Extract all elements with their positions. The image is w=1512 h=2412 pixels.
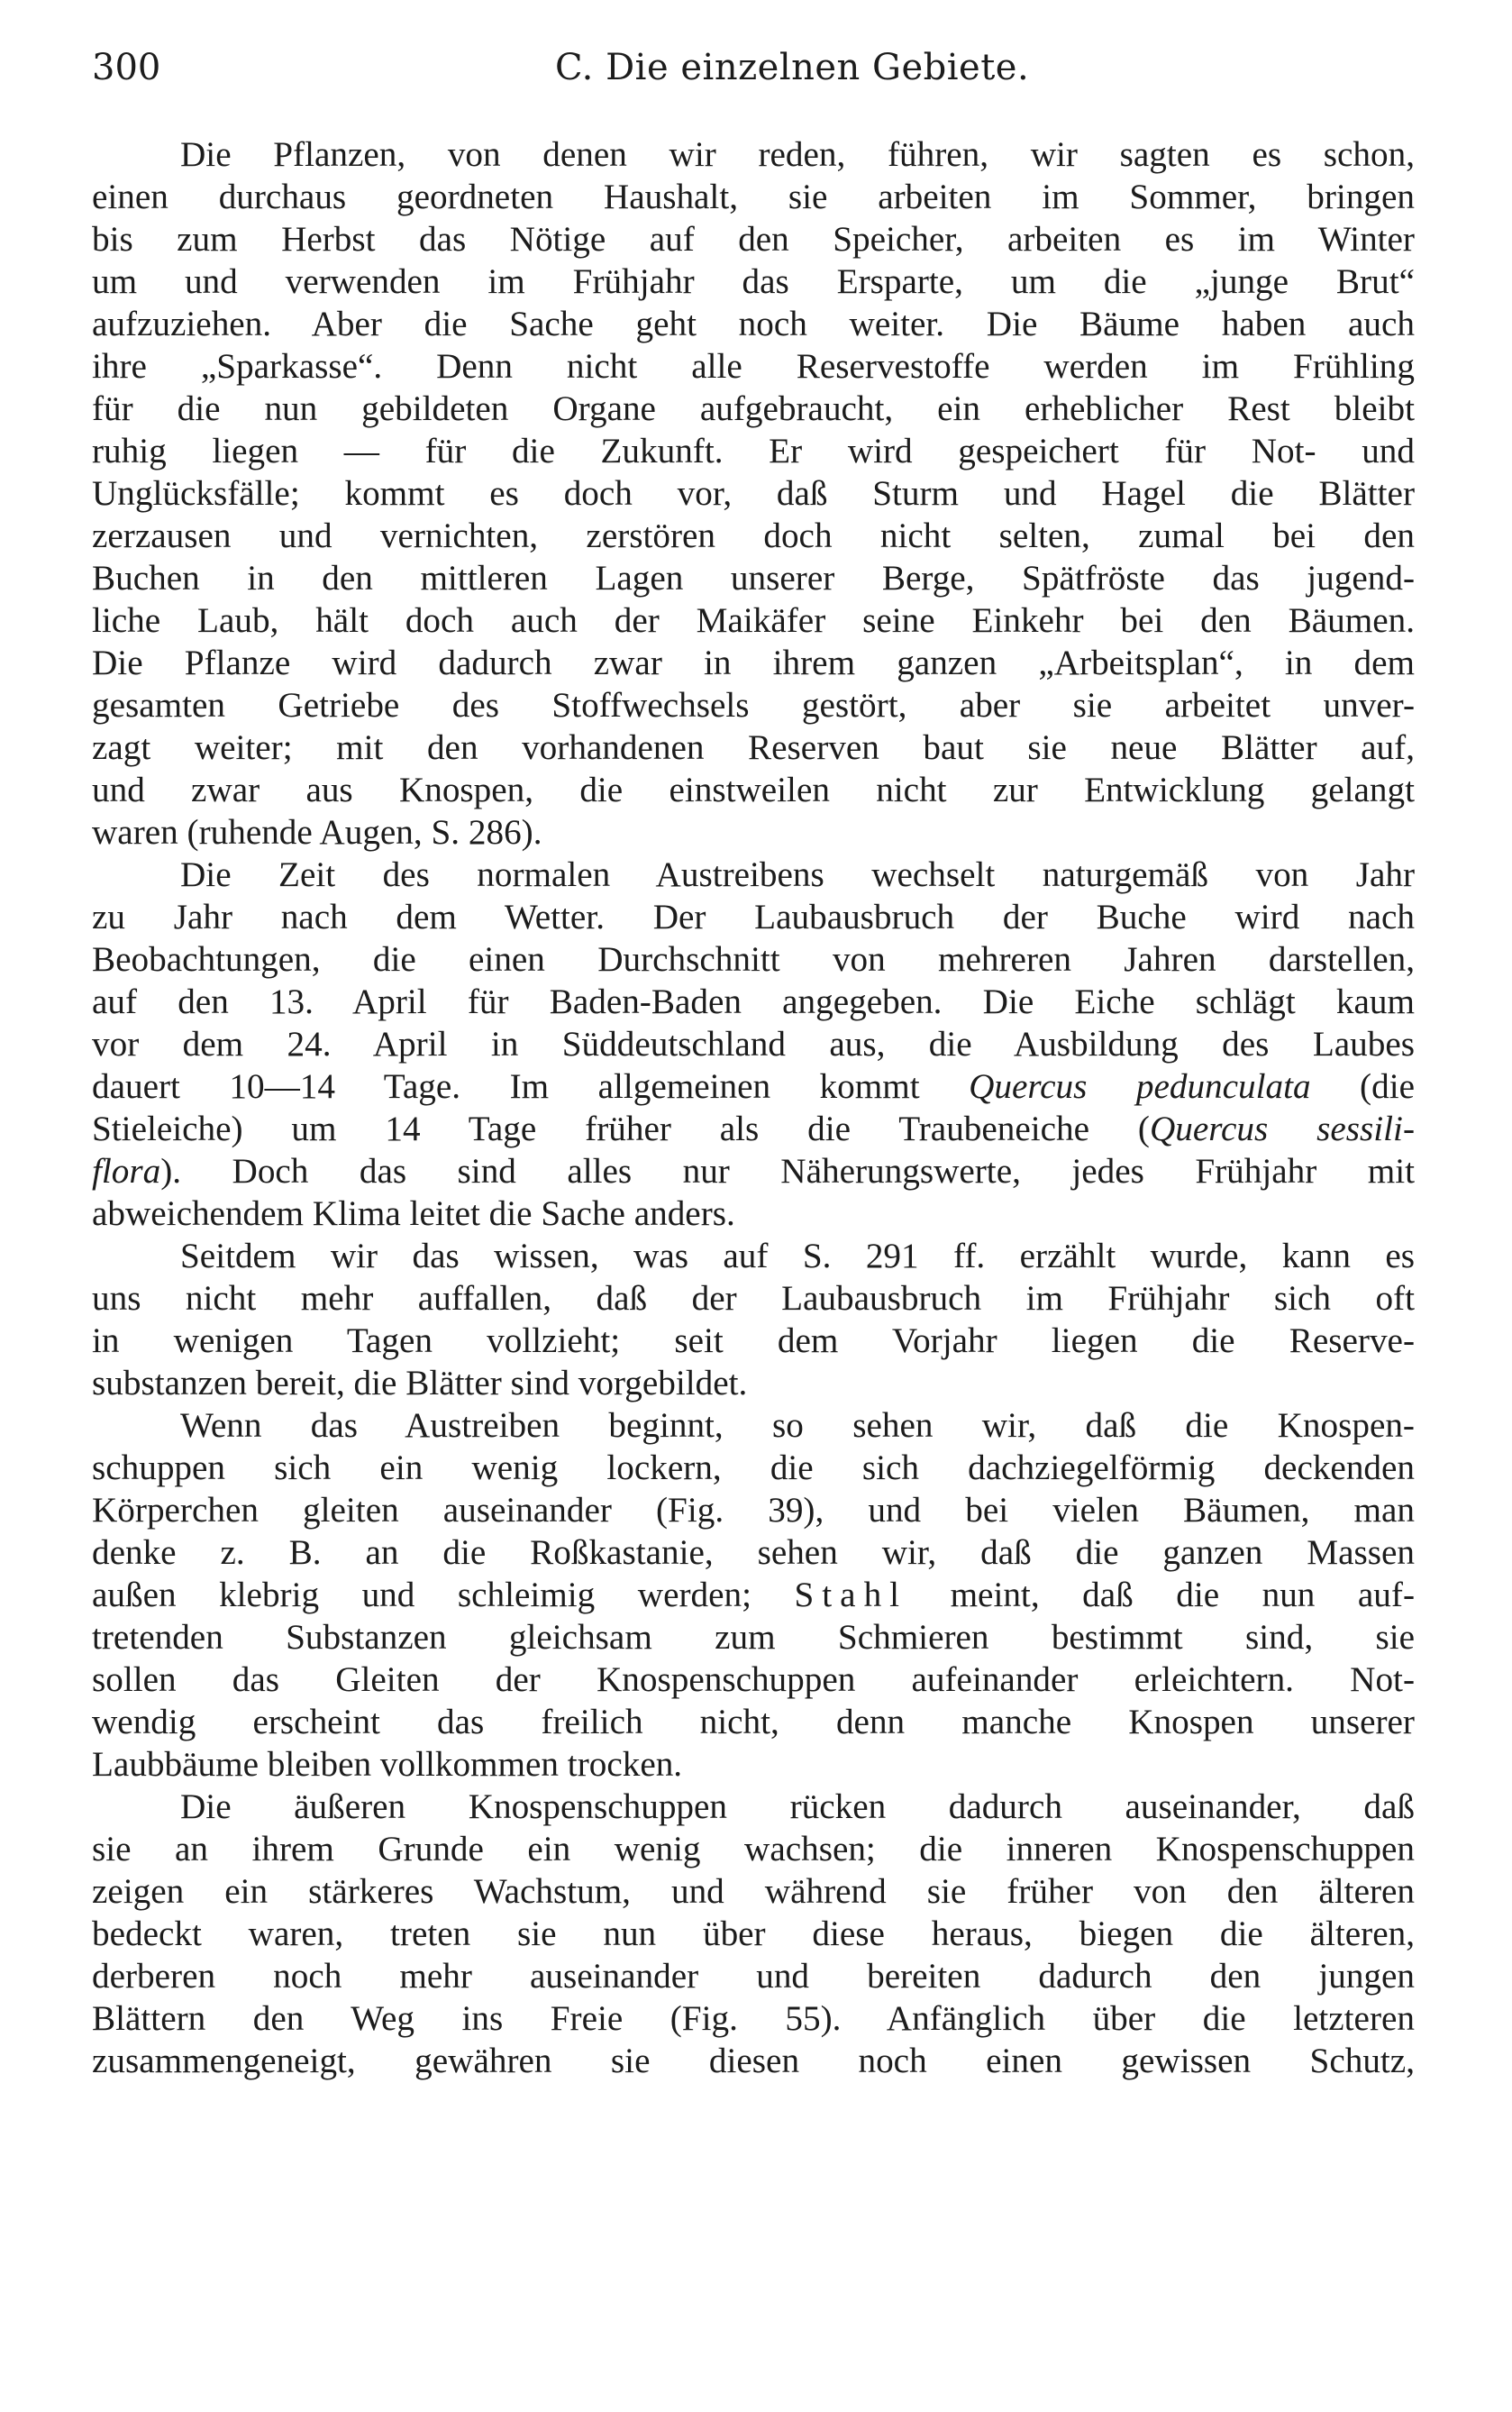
text-line: tretenden Substanzen gleichsam zum Schmieren bestimmt sind, sie xyxy=(92,1618,1415,1657)
text-line: einen durchaus geordneten Haushalt, sie arbeiten im Sommer, bringen xyxy=(92,178,1415,216)
text-run: ). Doch das sind alles nur Näherungswerte, jedes Frühjahr mit xyxy=(160,1152,1415,1191)
text-line: aufzuziehen. Aber die Sache geht noch weiter. Die Bäume haben auch xyxy=(92,305,1415,343)
text-line: Die äußeren Knospenschuppen rücken dadurch auseinander, daß xyxy=(180,1787,1415,1826)
text-line: substanzen bereit, die Blätter sind vorgebildet. xyxy=(92,1364,748,1402)
text-line: bedeckt waren, treten sie nun über diese heraus, biegen die älteren, xyxy=(92,1914,1415,1953)
text-line: Beobachtungen, die einen Durchschnitt von mehreren Jahren darstellen, xyxy=(92,940,1415,979)
species-name: flora xyxy=(92,1152,161,1191)
paragraph-4 xyxy=(92,1404,1415,1786)
text-line: sie an ihrem Grunde ein wenig wachsen; die inneren Knospenschuppen xyxy=(92,1830,1415,1868)
text-line: für die nun gebildeten Organe aufgebraucht, ein erheblicher Rest bleibt xyxy=(92,389,1415,428)
text-line xyxy=(92,1574,1415,1616)
text-line: Die Pflanze wird dadurch zwar in ihrem ganzen „Arbeitsplan“, in dem xyxy=(92,644,1415,682)
text-line: Seitdem wir das wissen, was auf S. 291 ff. erzählt wurde, kann es xyxy=(180,1237,1415,1275)
text-run: Stieleiche) um 14 Tage früher als die Traubeneiche ( xyxy=(92,1110,1150,1148)
paragraph-5 xyxy=(92,1786,1415,2082)
author-name-spaced: Stahl xyxy=(794,1576,908,1614)
text-line: wendig erscheint das freilich nicht, denn manche Knospen unserer xyxy=(92,1703,1415,1741)
text-line: Die Zeit des normalen Austreibens wechselt naturgemäß von Jahr xyxy=(180,855,1415,894)
text-line: bis zum Herbst das Nötige auf den Speicher, arbeiten es im Winter xyxy=(92,220,1415,259)
text-line: sollen das Gleiten der Knospenschuppen aufeinander erleichtern. Not- xyxy=(92,1660,1415,1699)
text-line: abweichendem Klima leitet die Sache anders. xyxy=(92,1194,735,1233)
text-line xyxy=(92,1108,1415,1150)
text-line: zeigen ein stärkeres Wachstum, und während sie früher von den älteren xyxy=(92,1872,1415,1911)
text-line: Buchen in den mittleren Lagen unserer Berge, Spätfröste das jugend- xyxy=(92,559,1415,598)
text-line: zerzausen und vernichten, zerstören doch nicht selten, zumal bei den xyxy=(92,516,1415,555)
species-name: Quercus pedunculata xyxy=(969,1067,1311,1106)
page-header xyxy=(92,47,1416,92)
running-title: C. Die einzelnen Gebiete. xyxy=(555,47,1030,88)
text-line: vor dem 24. April in Süddeutschland aus, die Ausbildung des Laubes xyxy=(92,1025,1415,1064)
paragraph-1 xyxy=(92,133,1415,854)
text-line: liche Laub, hält doch auch der Maikäfer seine Einkehr bei den Bäumen. xyxy=(92,601,1415,640)
text-line: Laubbäume bleiben vollkommen trocken. xyxy=(92,1745,683,1784)
paragraph-3 xyxy=(92,1235,1415,1404)
text-line: auf den 13. April für Baden-Baden angegeben. Die Eiche schlägt kaum xyxy=(92,982,1415,1021)
paragraph-2 xyxy=(92,854,1415,1235)
text-line: ruhig liegen — für die Zukunft. Er wird gespeichert für Not- und xyxy=(92,432,1415,471)
text-run: (die xyxy=(1310,1067,1415,1106)
text-line: um und verwenden im Frühjahr das Ersparte, um die „junge Brut“ xyxy=(92,262,1415,301)
page-number: 300 xyxy=(92,47,161,88)
text-line: zu Jahr nach dem Wetter. Der Laubausbruch der Buche wird nach xyxy=(92,898,1415,936)
text-line xyxy=(92,1150,1415,1192)
text-line: waren (ruhende Augen, S. 286). xyxy=(92,813,542,852)
text-line: zusammengeneigt, gewähren sie diesen noch einen gewissen Schutz, xyxy=(92,2042,1415,2080)
text-line: Wenn das Austreiben beginnt, so sehen wir, daß die Knospen- xyxy=(180,1406,1415,1445)
text-line: denke z. B. an die Roßkastanie, sehen wir, daß die ganzen Massen xyxy=(92,1533,1415,1572)
text-line xyxy=(92,1065,1415,1108)
text-line: und zwar aus Knospen, die einstweilen nicht zur Entwicklung gelangt xyxy=(92,771,1415,809)
text-line: in wenigen Tagen vollzieht; seit dem Vorjahr liegen die Reserve- xyxy=(92,1321,1415,1360)
text-line: schuppen sich ein wenig lockern, die sich dachziegelförmig deckenden xyxy=(92,1448,1415,1487)
text-line: zagt weiter; mit den vorhandenen Reserven baut sie neue Blätter auf, xyxy=(92,728,1415,767)
text-run: außen klebrig und schleimig werden; xyxy=(92,1576,795,1614)
text-line: Körperchen gleiten auseinander (Fig. 39), und bei vielen Bäumen, man xyxy=(92,1491,1415,1530)
text-line: gesamten Getriebe des Stoffwechsels gestört, aber sie arbeitet unver- xyxy=(92,686,1415,725)
species-name: Quercus sessili- xyxy=(1149,1110,1415,1148)
text-line: Unglücksfälle; kommt es doch vor, daß Sturm und Hagel die Blätter xyxy=(92,474,1415,513)
text-line: ihre „Sparkasse“. Denn nicht alle Reservestoffe werden im Frühling xyxy=(92,347,1415,386)
body-text xyxy=(92,133,1415,2082)
text-line: Die Pflanzen, von denen wir reden, führen, wir sagten es schon, xyxy=(180,135,1415,174)
text-line: Blättern den Weg ins Freie (Fig. 55). Anfänglich über die letzteren xyxy=(92,1999,1415,2038)
text-run: dauert 10—14 Tage. Im allgemeinen kommt xyxy=(92,1067,970,1106)
text-line: derberen noch mehr auseinander und bereiten dadurch den jungen xyxy=(92,1957,1415,1996)
text-run: meint, daß die nun auf- xyxy=(907,1576,1415,1614)
text-line: uns nicht mehr auffallen, daß der Laubausbruch im Frühjahr sich oft xyxy=(92,1279,1415,1318)
